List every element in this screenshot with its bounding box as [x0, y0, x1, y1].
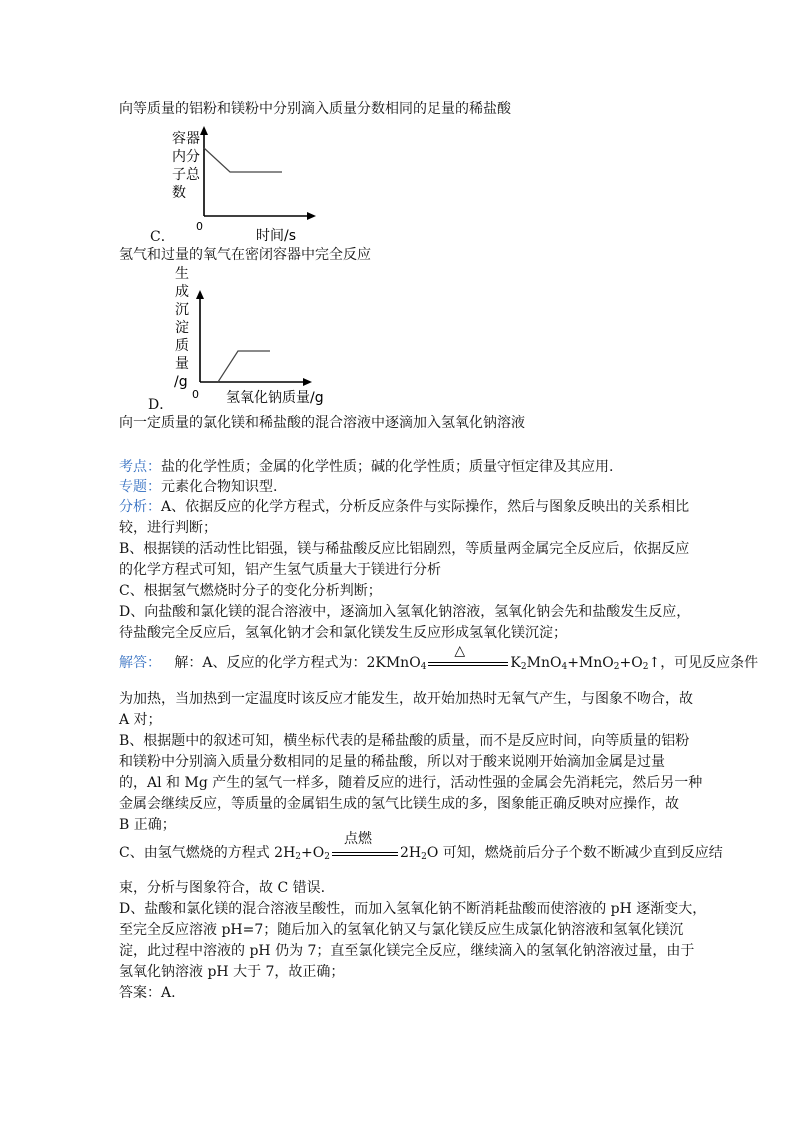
jieda-line-10: D、盐酸和氯化镁的混合溶液呈酸性，而加入氢氧化钠不断消耗盐酸而使溶液的 pH 逐渐变大，: [119, 901, 707, 917]
graph-d: [160, 262, 340, 412]
zhuanti-text: 元素化合物知识型.: [161, 479, 278, 495]
eq2-arrow: [330, 831, 400, 860]
jieda-line-8: B 正确；: [119, 817, 176, 833]
graph-c-ylabel-2: 内分: [172, 149, 200, 165]
graph-c-xlabel: 时间/s: [256, 228, 297, 244]
graph-d-origin: 0: [192, 388, 199, 401]
jieda-c-line: C、由氢气燃烧的方程式 $2H_2+O_2$ 点燃 $2H_2O$ 可知，燃烧前后分子个数不断减少直到反应结: [119, 831, 723, 862]
c-prefix: C、由氢气燃烧的方程式 2H: [119, 845, 296, 861]
graph-c-y-arrow: [200, 126, 208, 135]
graph-c-origin: 0: [196, 220, 203, 233]
jieda-line-2: 为加热，当加热到一定温度时该反应才能发生，故开始加热时无氧气产生，与图象不吻合，故: [119, 691, 693, 707]
jieda-label: 解答：: [119, 655, 161, 671]
fenxi-text-1: A、依据反应的化学方程式，分析反应条件与实际操作，然后与图象反映出的关系相比: [161, 499, 690, 515]
graph-c-curve: [204, 148, 282, 172]
jieda-line-11: 至完全反应溶液 pH=7；随后加入的氢氧化钠又与氯化镁反应生成氯化钠溶液和氢氧化镁沉: [119, 922, 684, 938]
answer-line: 答案：A.: [119, 985, 176, 1001]
question-b-text: 向等质量的铝粉和镁粉中分别滴入质量分数相同的足量的稀盐酸: [119, 101, 511, 117]
fenxi-line-7: 待盐酸完全反应后，氢氧化钠才会和氯化镁发生反应形成氢氧化镁沉淀；: [119, 625, 567, 641]
option-c-letter: C．: [150, 229, 175, 245]
jieda-line-13: 氢氧化钠溶液 pH 大于 7，故正确；: [119, 964, 345, 980]
jieda-line-1: 解答： 解：A、反应的化学方程式为：2KMnO$_4$ △ $K_2MnO_4+MnO_2+O_2↑$，可见反应条件: [119, 643, 759, 672]
option-c-caption: 氢气和过量的氧气在密闭容器中完全反应: [119, 247, 371, 263]
graph-c-ylabel-3: 子总: [172, 167, 200, 183]
fenxi-line-5: C、根据氢气燃烧时分子的变化分析判断；: [119, 583, 382, 599]
graph-d-x-arrow: [303, 378, 312, 386]
eq1-arrow: [426, 643, 510, 670]
eq2-condition: 点燃: [343, 831, 372, 847]
graph-d-ylabel-6: 量: [175, 356, 189, 372]
graph-d-curve: [218, 351, 270, 382]
eq1-condition: △: [454, 643, 466, 659]
graph-d-ylabel-1: 生: [175, 266, 189, 282]
zhuanti-line: [119, 478, 277, 496]
eq1-left: 2KMnO: [366, 655, 421, 671]
zhuanti-label: 专题：: [119, 479, 161, 495]
fenxi-line-3: B、根据镁的活动性比铝强，镁与稀盐酸反应比铝剧烈，等质量两金属完全反应后，依据反应: [119, 541, 690, 557]
graph-d-y-arrow: [196, 290, 204, 299]
jieda-line-12: 淀，此过程中溶液的 pH 仍为 7；直至氯化镁完全反应，继续滴入的氢氧化钠溶液过量，由于: [119, 943, 695, 959]
jieda-first: 解：A、反应的化学方程式为：: [174, 655, 367, 671]
kaodian-label: 考点：: [119, 459, 161, 475]
jieda-line-5: 和镁粉中分别滴入质量分数相同的足量的稀盐酸，所以对于酸来说刚开始滴加金属是过量: [119, 754, 665, 770]
kaodian-text: 盐的化学性质；金属的化学性质；碱的化学性质；质量守恒定律及其应用.: [161, 459, 614, 475]
graph-c-x-arrow: [307, 212, 316, 220]
fenxi-line-6: D、向盐酸和氯化镁的混合溶液中，逐滴加入氢氧化钠溶液，氢氧化钠会先和盐酸发生反应，: [119, 604, 691, 620]
jieda-line-9: 束，分析与图象符合，故 C 错误.: [119, 880, 326, 896]
jieda-line-3: A 对；: [119, 712, 162, 728]
graph-d-ylabel-7: /g: [174, 374, 188, 390]
fenxi-label: 分析：: [119, 499, 161, 515]
graph-d-ylabel-5: 质: [175, 338, 189, 354]
jieda-line-7: 金属会继续反应，等质量的金属铝生成的氢气比镁生成的多，图象能正确反映对应操作，故: [119, 796, 679, 812]
graph-d-ylabel-2: 成: [175, 284, 189, 300]
kaodian-line: [119, 458, 613, 476]
jieda-line-4: B、根据题中的叙述可知，横坐标代表的是稀盐酸的质量，而不是反应时间，向等质量的铝粉: [119, 733, 690, 749]
graph-d-ylabel-3: 沉: [175, 302, 189, 318]
option-d-letter: D．: [148, 397, 174, 413]
fenxi-line-4: 的化学方程式可知，铝产生氢气质量大于镁进行分析: [119, 562, 441, 578]
fenxi-line-2: 较，进行判断；: [119, 520, 217, 536]
option-d-caption: 向一定质量的氯化镁和稀盐酸的混合溶液中逐滴加入氢氧化钠溶液: [119, 415, 525, 431]
graph-d-xlabel: 氢氧化钠质量/g: [226, 390, 324, 406]
c-suffix: O 可知，燃烧前后分子个数不断减少直到反应结: [426, 845, 723, 861]
graph-d-ylabel-4: 淀: [175, 320, 189, 336]
fenxi-line-1: [119, 498, 689, 516]
jieda-line-6: 的，Al 和 Mg 产生的氢气一样多，随着反应的进行，活动性强的金属会先消耗完，然后另一种: [119, 775, 703, 791]
eq1-tail: ，可见反应条件: [660, 655, 759, 671]
graph-c-ylabel-4: 数: [172, 185, 186, 201]
graph-c-ylabel-1: 容器: [172, 131, 200, 147]
graph-c: [160, 126, 340, 244]
